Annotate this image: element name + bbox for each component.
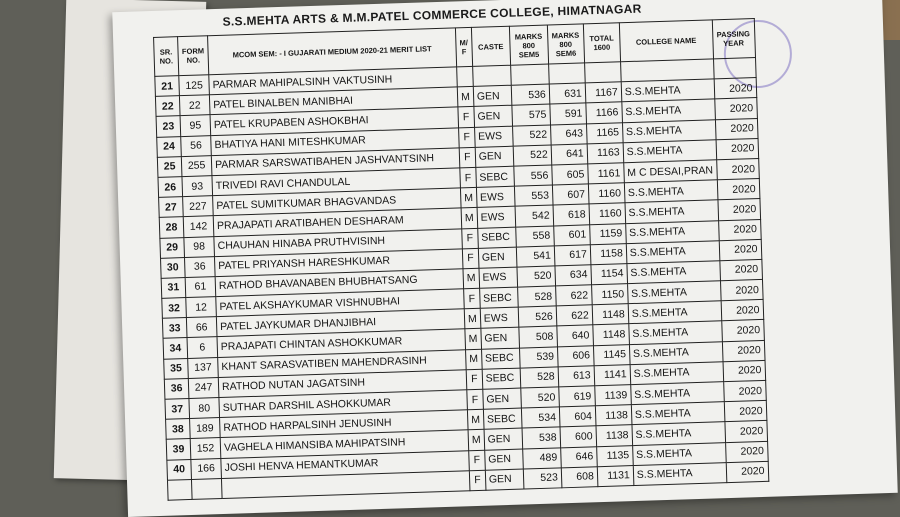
- header-total: TOTAL 1600: [583, 23, 620, 63]
- cell-year: 2020: [724, 421, 767, 442]
- cell-total: 1158: [590, 243, 627, 264]
- cell-marks-sem5: 553: [514, 185, 553, 206]
- cell-form: 93: [182, 176, 213, 197]
- cell-gender: F: [467, 389, 483, 410]
- cell-marks-sem5: 558: [515, 225, 554, 246]
- cell-form: 125: [179, 75, 210, 96]
- cell-marks-sem5: 538: [522, 427, 561, 448]
- cell-marks-sem6: 619: [558, 386, 595, 407]
- cell-gender: F: [469, 470, 485, 491]
- cell-name: PATEL KRUPABEN ASHOKBHAI: [210, 107, 459, 135]
- cell-year: 2020: [717, 199, 760, 220]
- cell-gender: F: [460, 167, 476, 188]
- cell-total: 1138: [595, 405, 632, 426]
- cell-total: 1135: [596, 445, 633, 466]
- cell-name: CHAUHAN HINABA PRUTHVISINH: [214, 228, 463, 256]
- cell-form: 137: [188, 357, 219, 378]
- cell-sr: 30: [161, 257, 186, 278]
- cell-marks-sem5: 575: [512, 104, 551, 125]
- cell-total: [584, 62, 621, 83]
- cell-college: S.S.MEHTA: [621, 79, 714, 102]
- cell-marks-sem5: 489: [522, 447, 561, 468]
- cell-marks-sem5: 528: [520, 367, 559, 388]
- cell-college: S.S.MEHTA: [622, 99, 715, 122]
- cell-college: S.S.MEHTA: [632, 422, 725, 445]
- cell-gender: M: [465, 329, 481, 350]
- cell-college: S.S.MEHTA: [630, 362, 723, 385]
- cell-name: PATEL BINALBEN MANIBHAI: [209, 87, 458, 115]
- cell-total: 1160: [589, 203, 626, 224]
- cell-form: 95: [180, 115, 211, 136]
- cell-total: 1160: [588, 183, 625, 204]
- cell-marks-sem5: 536: [511, 84, 550, 105]
- cell-marks-sem6: 640: [557, 325, 594, 346]
- cell-total: 1148: [592, 304, 629, 325]
- cell-year: 2020: [723, 360, 766, 381]
- cell-total: 1139: [594, 385, 631, 406]
- cell-marks-sem6: 622: [556, 305, 593, 326]
- cell-year: 2020: [720, 280, 763, 301]
- cell-college: S.S.MEHTA: [631, 402, 724, 425]
- cell-marks-sem5: 522: [512, 125, 551, 146]
- cell-total: 1154: [591, 264, 628, 285]
- cell-form: 189: [190, 418, 221, 439]
- cell-marks-sem6: 608: [561, 466, 598, 487]
- cell-marks-sem6: 600: [560, 426, 597, 447]
- cell-sr: 22: [155, 96, 180, 117]
- cell-sr: 26: [158, 177, 183, 198]
- cell-marks-sem6: 634: [555, 265, 592, 286]
- cell-sr: 21: [155, 76, 180, 97]
- cell-college: S.S.MEHTA: [627, 281, 720, 304]
- cell-marks-sem5: 539: [519, 347, 558, 368]
- cell-year: 2020: [716, 138, 759, 159]
- cell-marks-sem6: 606: [557, 345, 594, 366]
- merit-list-sheet: [112, 0, 897, 517]
- cell-year: 2020: [724, 401, 767, 422]
- cell-caste: SEBC: [482, 368, 521, 389]
- cell-name: SUTHAR DARSHIL ASHOKKUMAR: [219, 390, 468, 418]
- cell-form: [191, 478, 222, 499]
- cell-caste: GEN: [481, 328, 520, 349]
- cell-sr: 34: [163, 338, 188, 359]
- cell-caste: GEN: [484, 449, 523, 470]
- cell-college: S.S.MEHTA: [629, 321, 722, 344]
- cell-marks-sem5: 556: [514, 165, 553, 186]
- cell-caste: GEN: [475, 146, 514, 167]
- cell-marks-sem5: [510, 64, 549, 85]
- cell-caste: GEN: [473, 85, 512, 106]
- cell-marks-sem6: 646: [560, 446, 597, 467]
- cell-year: 2020: [726, 461, 769, 482]
- cell-form: 36: [184, 256, 215, 277]
- cell-marks-sem6: [548, 63, 585, 84]
- cell-year: 2020: [715, 118, 758, 139]
- cell-sr: 31: [161, 277, 186, 298]
- cell-name: RATHOD NUTAN JAGATSINH: [218, 370, 467, 398]
- cell-marks-sem6: 607: [552, 184, 589, 205]
- cell-total: 1165: [586, 122, 623, 143]
- cell-name: TRIVEDI RAVI CHANDULAL: [212, 168, 461, 196]
- cell-form: 166: [191, 458, 222, 479]
- cell-name: BHATIYA HANI MITESHKUMAR: [211, 127, 460, 155]
- merit-table-body: [155, 58, 769, 501]
- cell-sr: 25: [157, 156, 182, 177]
- header-marks-sem5: MARKS 800 SEM5: [509, 25, 548, 65]
- cell-caste: SEBC: [481, 348, 520, 369]
- cell-total: 1163: [587, 142, 624, 163]
- cell-college: S.S.MEHTA: [627, 261, 720, 284]
- cell-total: 1138: [596, 425, 633, 446]
- cell-year: 2020: [723, 380, 766, 401]
- cell-sr: 27: [159, 197, 184, 218]
- cell-year: 2020: [714, 78, 757, 99]
- cell-caste: GEN: [483, 388, 522, 409]
- cell-marks-sem6: 613: [558, 366, 595, 387]
- cell-name: RATHOD BHAVANABEN BHUBHATSANG: [215, 269, 464, 297]
- cell-form: 66: [186, 317, 217, 338]
- cell-caste: EWS: [480, 307, 519, 328]
- cell-marks-sem6: 641: [551, 144, 588, 165]
- cell-sr: 36: [164, 378, 189, 399]
- cell-gender: [457, 66, 473, 87]
- cell-name: PATEL AKSHAYKUMAR VISHNUBHAI: [216, 289, 465, 317]
- cell-college: S.S.MEHTA: [624, 180, 717, 203]
- cell-marks-sem5: 522: [513, 145, 552, 166]
- cell-name: VAGHELA HIMANSIBA MAHIPATSINH: [220, 430, 469, 458]
- merit-table: [153, 18, 769, 501]
- cell-total: 1161: [588, 163, 625, 184]
- header-year: PASSING YEAR: [712, 19, 755, 59]
- cell-gender: M: [461, 208, 477, 229]
- cell-total: 1167: [585, 82, 622, 103]
- cell-college: S.S.MEHTA: [633, 462, 726, 485]
- cell-sr: 23: [156, 116, 181, 137]
- cell-college: S.S.MEHTA: [628, 301, 721, 324]
- cell-marks-sem6: 601: [553, 224, 590, 245]
- cell-sr: 40: [167, 459, 192, 480]
- header-marks-sem6: MARKS 800 SEM6: [547, 24, 584, 64]
- cell-gender: M: [460, 187, 476, 208]
- cell-year: 2020: [717, 179, 760, 200]
- cell-year: 2020: [719, 259, 762, 280]
- cell-gender: M: [467, 409, 483, 430]
- cell-year: 2020: [718, 219, 761, 240]
- cell-college: S.S.MEHTA: [622, 119, 715, 142]
- cell-caste: EWS: [474, 126, 513, 147]
- cell-caste: [472, 65, 511, 86]
- cell-sr: 39: [166, 439, 191, 460]
- cell-marks-sem5: 520: [521, 387, 560, 408]
- cell-caste: GEN: [474, 106, 513, 127]
- cell-year: 2020: [719, 239, 762, 260]
- cell-caste: EWS: [476, 186, 515, 207]
- cell-form: 255: [181, 155, 212, 176]
- cell-sr: 28: [159, 217, 184, 238]
- cell-form: 12: [186, 297, 217, 318]
- cell-marks-sem5: 523: [523, 468, 562, 489]
- cell-form: 152: [190, 438, 221, 459]
- cell-total: 1150: [591, 284, 628, 305]
- cell-gender: M: [464, 309, 480, 330]
- cell-year: 2020: [725, 441, 768, 462]
- cell-caste: EWS: [477, 206, 516, 227]
- cell-caste: GEN: [478, 247, 517, 268]
- cell-marks-sem6: 618: [553, 204, 590, 225]
- cell-form: 142: [183, 216, 214, 237]
- cell-gender: F: [462, 248, 478, 269]
- cell-marks-sem6: 605: [552, 164, 589, 185]
- header-caste: CASTE: [471, 26, 510, 66]
- cell-caste: SEBC: [483, 408, 522, 429]
- cell-gender: F: [459, 127, 475, 148]
- header-college: COLLEGE NAME: [619, 20, 713, 62]
- cell-year: 2020: [716, 158, 759, 179]
- college-title: S.S.MEHTA ARTS & M.M.PATEL COMMERCE COLLEGE, HIMATNAGAR: [222, 1, 642, 29]
- cell-marks-sem5: 520: [517, 266, 556, 287]
- cell-caste: SEBC: [479, 287, 518, 308]
- cell-sr: [167, 479, 192, 500]
- cell-form: 247: [188, 377, 219, 398]
- cell-marks-sem5: 541: [516, 246, 555, 267]
- cell-gender: M: [468, 430, 484, 451]
- cell-name: PATEL PRIYANSH HARESHKUMAR: [214, 249, 463, 277]
- cell-caste: EWS: [479, 267, 518, 288]
- cell-caste: SEBC: [476, 166, 515, 187]
- cell-name: KHANT SARASVATIBEN MAHENDRASINH: [218, 349, 467, 377]
- cell-marks-sem5: 542: [515, 205, 554, 226]
- cell-caste: GEN: [484, 428, 523, 449]
- cell-gender: F: [464, 288, 480, 309]
- cell-name: JOSHI HENVA HEMANTKUMAR: [221, 450, 470, 478]
- cell-college: M C DESAI,PRAN: [623, 160, 716, 183]
- cell-total: 1159: [589, 223, 626, 244]
- cell-gender: F: [469, 450, 485, 471]
- cell-year: 2020: [721, 300, 764, 321]
- cell-marks-sem6: 622: [555, 285, 592, 306]
- cell-sr: 33: [162, 318, 187, 339]
- cell-marks-sem5: 508: [519, 326, 558, 347]
- cell-year: 2020: [714, 98, 757, 119]
- cell-marks-sem5: 526: [518, 306, 557, 327]
- cell-year: [713, 58, 756, 79]
- cell-name: PATEL SUMITKUMAR BHAGVANDAS: [213, 188, 462, 216]
- cell-form: 22: [179, 95, 210, 116]
- cell-gender: F: [459, 147, 475, 168]
- cell-name: RATHOD HARPALSINH JENUSINH: [220, 410, 469, 438]
- cell-college: S.S.MEHTA: [625, 200, 718, 223]
- cell-total: 1131: [597, 465, 634, 486]
- cell-sr: 24: [157, 136, 182, 157]
- cell-total: 1145: [593, 344, 630, 365]
- cell-caste: GEN: [485, 469, 524, 490]
- header-sr: SR. NO.: [154, 37, 179, 77]
- cell-form: 56: [181, 135, 212, 156]
- cell-total: 1141: [594, 364, 631, 385]
- cell-name: PRAJAPATI CHINTAN ASHOKKUMAR: [217, 329, 466, 357]
- cell-year: 2020: [721, 320, 764, 341]
- cell-form: 6: [187, 337, 218, 358]
- cell-college: S.S.MEHTA: [626, 240, 719, 263]
- cell-total: 1148: [593, 324, 630, 345]
- cell-sr: 37: [165, 399, 190, 420]
- cell-form: 98: [184, 236, 215, 257]
- cell-form: 80: [189, 398, 220, 419]
- cell-gender: F: [466, 369, 482, 390]
- cell-gender: F: [462, 228, 478, 249]
- cell-gender: M: [463, 268, 479, 289]
- cell-form: 227: [183, 196, 214, 217]
- cell-name: PARMAR SARSWATIBAHEN JASHVANTSINH: [211, 148, 460, 176]
- header-form: FORM NO.: [178, 36, 209, 76]
- cell-marks-sem5: 528: [517, 286, 556, 307]
- cell-name: PATEL JAYKUMAR DHANJIBHAI: [216, 309, 465, 337]
- header-list-title: MCOM SEM: - I GUJARATI MEDIUM 2020-21 MERIT LIST: [208, 28, 457, 75]
- cell-college: S.S.MEHTA: [632, 442, 725, 465]
- cell-marks-sem5: 534: [521, 407, 560, 428]
- cell-total: 1166: [586, 102, 623, 123]
- cell-sr: 29: [160, 237, 185, 258]
- cell-gender: F: [458, 107, 474, 128]
- cell-sr: 32: [162, 298, 187, 319]
- header-gender: M/ F: [455, 27, 472, 66]
- cell-gender: M: [466, 349, 482, 370]
- cell-marks-sem6: 604: [559, 406, 596, 427]
- cell-college: S.S.MEHTA: [625, 220, 718, 243]
- cell-name: PRAJAPATI ARATIBAHEN DESHARAM: [213, 208, 462, 236]
- cell-marks-sem6: 643: [550, 123, 587, 144]
- cell-gender: M: [457, 87, 473, 108]
- cell-sr: 38: [166, 419, 191, 440]
- cell-year: 2020: [722, 340, 765, 361]
- cell-name: PARMAR MAHIPALSINH VAKTUSINH: [209, 67, 458, 95]
- cell-marks-sem6: 631: [549, 83, 586, 104]
- cell-caste: SEBC: [477, 227, 516, 248]
- cell-form: 61: [185, 276, 216, 297]
- cell-college: S.S.MEHTA: [629, 341, 722, 364]
- cell-sr: 35: [164, 358, 189, 379]
- cell-marks-sem6: 617: [554, 245, 591, 266]
- back-sheet-numbers: [66, 0, 206, 2]
- cell-college: S.S.MEHTA: [623, 140, 716, 163]
- cell-marks-sem6: 591: [550, 103, 587, 124]
- cell-college: S.S.MEHTA: [630, 382, 723, 405]
